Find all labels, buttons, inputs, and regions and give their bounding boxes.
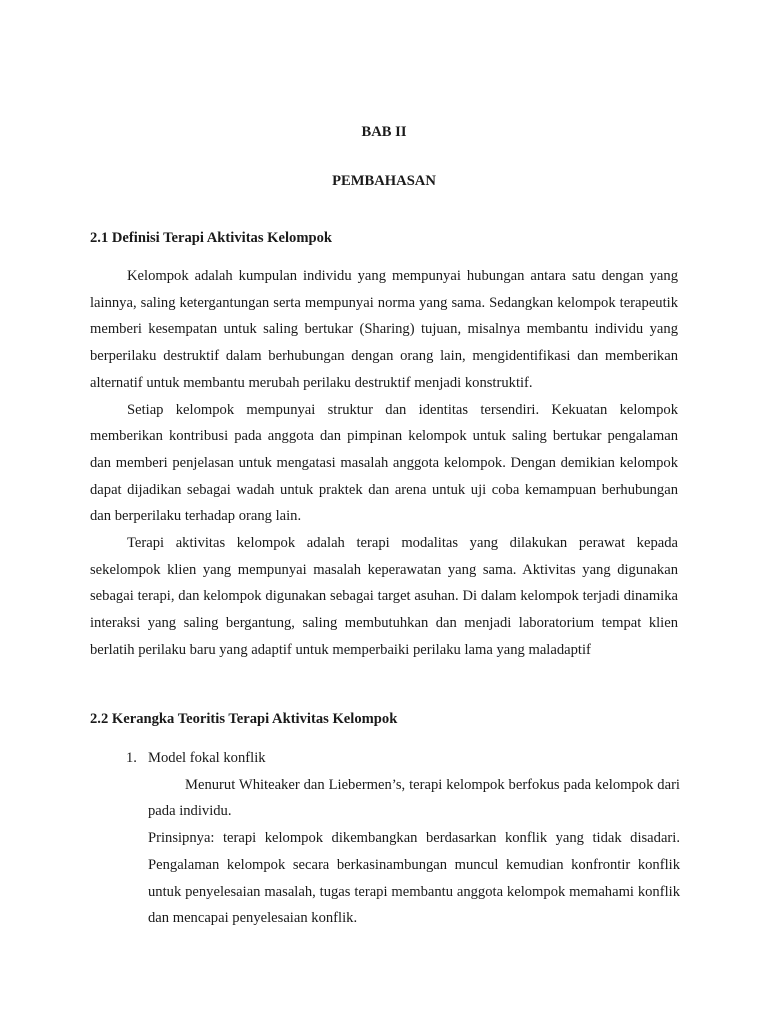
list-item-number: 1. bbox=[126, 750, 137, 766]
paragraph: Setiap kelompok mempunyai struktur dan identitas tersendiri. Kekuatan kelompok memberikan kontribusi pada anggota dan pimpinan kelompok untuk saling bertukar pengalaman dan memberi penjelasan untuk mengatasi masalah anggota kelompok. Dengan demikian kelompok dapat dijadikan sebagai wadah untuk praktek dan arena untuk uji coba kemampuan berhubungan dan berperilaku terhadap orang lain. bbox=[90, 401, 678, 525]
section-heading-2-1: 2.1 Definisi Terapi Aktivitas Kelompok bbox=[90, 230, 333, 246]
section-heading-2-2: 2.2 Kerangka Teoritis Terapi Aktivitas Kelompok bbox=[90, 711, 398, 727]
paragraph: Prinsipnya: terapi kelompok dikembangkan berdasarkan konflik yang tidak disadari. Pengalaman kelompok secara berkasinambungan muncul kemudian konfrontir konflik untuk penyelesaian masalah, tugas terapi membantu anggota kelompok memahami konflik dan mencapai penyelesaian konflik. bbox=[148, 830, 680, 927]
list-item-title: Model fokal konflik bbox=[148, 750, 266, 766]
part-title: PEMBAHASAN bbox=[332, 173, 436, 189]
section-2-1-body bbox=[90, 263, 678, 664]
chapter-title: BAB II bbox=[361, 124, 407, 140]
list-item-body bbox=[148, 772, 680, 932]
paragraph: Kelompok adalah kumpulan individu yang mempunyai hubungan antara satu dengan yang lainnya, saling ketergantungan serta mempunyai norma yang sama. Sedangkan kelompok terapeutik memberi kesempatan untuk saling bertukar (Sharing) tujuan, misalnya membantu individu yang berperilaku destruktif dalam berhubungan dengan orang lain, mengidentifikasi dan memberikan alternatif untuk membantu merubah perilaku destruktif menjadi konstruktif. bbox=[90, 268, 678, 391]
numbered-list bbox=[90, 745, 680, 932]
list-item bbox=[90, 745, 680, 932]
paragraph: Terapi aktivitas kelompok adalah terapi modalitas yang dilakukan perawat kepada sekelompok klien yang mempunyai masalah keperawatan yang sama. Aktivitas yang digunakan sebagai terapi, dan kelompok digunakan sebagai target asuhan. Di dalam kelompok terjadi dinamika interaksi yang saling bergantung, saling membutuhkan dan menjadi laboratorium tempat klien berlatih perilaku baru yang adaptif untuk memperbaiki perilaku lama yang maladaptif bbox=[90, 535, 678, 658]
paragraph: Menurut Whiteaker dan Liebermen’s, terapi kelompok berfokus pada kelompok dari pada individu. bbox=[148, 776, 680, 820]
